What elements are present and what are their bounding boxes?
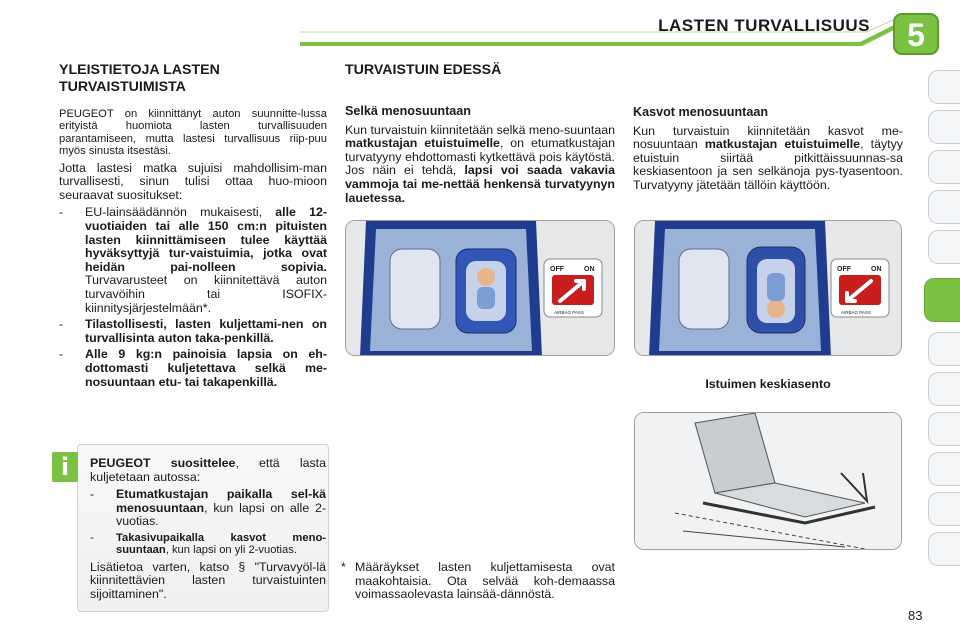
- section-heading-line2: TURVAISTUIMISTA: [59, 79, 186, 95]
- right-column: [633, 106, 903, 197]
- airbag-pass-label: AIRBAG PASS: [841, 310, 871, 315]
- page-number: 83: [908, 608, 923, 623]
- info-list-item: - Takasivupaikalla kasvot meno-suuntaan, kun lapsi on yli 2-vuotias.: [90, 531, 326, 557]
- rear-facing-illustration: [345, 220, 615, 356]
- chapter-tab[interactable]: [928, 372, 960, 406]
- chapter-tab[interactable]: [928, 332, 960, 366]
- list-item: - Alle 9 kg:n painoisia lapsia on eh-dottomasti kuljetettava selkä me-nosuuntaan etu- tai takapenkillä.: [59, 347, 327, 389]
- forward-facing-paragraph: Kun turvaistuin kiinnitetään kasvot me-nosuuntaan matkustajan etuistuimelle, täytyy etuistuin siirtää pitkittäissuunnas-sa keskiasentoon ja sen selkänoja pys-tyasentoon. Turvatyyny jätetään tällöin käyttöön.: [633, 123, 903, 192]
- chapter-tab[interactable]: [928, 190, 960, 224]
- intro-paragraph: PEUGEOT on kiinnittänyt auton suunnitte-lussa erityistä huomiota lasten turvallisuuden parantamiseen, mutta lastesi turvallisuus riip-puu myös sinusta itsestäsi.: [59, 108, 327, 158]
- rear-facing-paragraph: Kun turvaistuin kiinnitetään selkä meno-suuntaan matkustajan etuistuimelle, on etumatkustajan turvatyyny ehdottomasti kytkettävä pois käytöstä. Jos näin ei tehdä, lapsi voi saada vakavia vammoja tai me-nettää henkensä turvatyynyn lauetessa.: [345, 122, 616, 205]
- chapter-tab[interactable]: [928, 452, 960, 486]
- airbag-off-label: OFF: [837, 266, 851, 273]
- list-item: - Tilastollisesti, lasten kuljettami-nen on turvallisinta auton taka-penkillä.: [59, 317, 327, 345]
- left-column: [59, 62, 327, 392]
- subheading-forward-facing: Kasvot menosuuntaan: [633, 105, 769, 119]
- section-heading: TURVAISTUIN EDESSÄ: [345, 62, 502, 78]
- recommendation-paragraph: Jotta lastesi matka sujuisi mahdollisim-man turvallisesti, sinun tulisi ottaa huo-mioon seuraavat suositukset:: [59, 160, 327, 202]
- chapter-tab[interactable]: [928, 492, 960, 526]
- chapter-tab-strip: [928, 70, 960, 580]
- airbag-on-label: ON: [584, 266, 595, 273]
- chapter-number: 5: [907, 17, 925, 53]
- subheading-rear-facing: Selkä menosuuntaan: [345, 104, 471, 118]
- chapter-tab[interactable]: [928, 150, 960, 184]
- airbag-on-label: ON: [871, 266, 882, 273]
- forward-facing-illustration: [634, 220, 902, 356]
- info-icon: i: [52, 452, 78, 482]
- footnote-text: Määräykset lasten kuljettamisesta ovat maakohtaisia. Ota selvää koh-demaassa voimassaolevasta lainsää-dännöstä.: [355, 560, 615, 602]
- middle-column: [345, 62, 615, 209]
- page-title: LASTEN TURVALLISUUS: [658, 16, 870, 35]
- airbag-off-label: OFF: [550, 266, 564, 273]
- seat-position-caption: Istuimen keskiasento: [705, 377, 831, 391]
- info-list-item: - Etumatkustajan paikalla sel-kä menosuuntaan, kun lapsi on alle 2-vuotias.: [90, 487, 326, 529]
- chapter-tab[interactable]: [928, 70, 960, 104]
- list-item: - EU-lainsäädännön mukaisesti, alle 12-vuotiaiden tai alle 150 cm:n pituisten lasten kiinnittämiseen tulee käyttää hyväksyttyjä tur-vaistuimia, jotka ovat heidän pai-nolleen sopivia. Turvavarusteet on kiinnitettävä auton turvavöihin tai ISOFIX-kiinnitysjärjestelmään*.: [59, 205, 327, 315]
- chapter-tab-active[interactable]: [924, 278, 960, 322]
- footnote: [341, 561, 615, 602]
- chapter-tab[interactable]: [928, 230, 960, 264]
- seat-position-illustration: [634, 412, 902, 550]
- section-heading-line1: YLEISTIETOJA LASTEN: [59, 62, 220, 78]
- chapter-tab[interactable]: [928, 532, 960, 566]
- airbag-pass-label: AIRBAG PASS: [554, 310, 584, 315]
- chapter-badge: [892, 12, 940, 56]
- info-outro: Lisätietoa varten, katso § "Turvavyöl-lä kiinnitettävien lasten turvaistuinten sijoittaminen".: [90, 559, 326, 601]
- chapter-tab[interactable]: [928, 412, 960, 446]
- chapter-tab[interactable]: [928, 110, 960, 144]
- info-intro-bold: PEUGEOT suosittelee: [90, 456, 236, 470]
- info-box: PEUGEOT suosittelee, että lasta kuljetetaan autossa: - Etumatkustajan paikalla sel-kä menosuuntaan, kun lapsi on alle 2-vuotias. - Takasivupaikalla kasvot meno-suuntaan, kun lapsi on yli 2-vuotias. Lisätietoa varten, katso § "Turvavyöl-lä kiinnitettävien lasten turvaistuinten sijoittaminen".: [77, 444, 329, 612]
- footnote-marker: *: [341, 560, 346, 574]
